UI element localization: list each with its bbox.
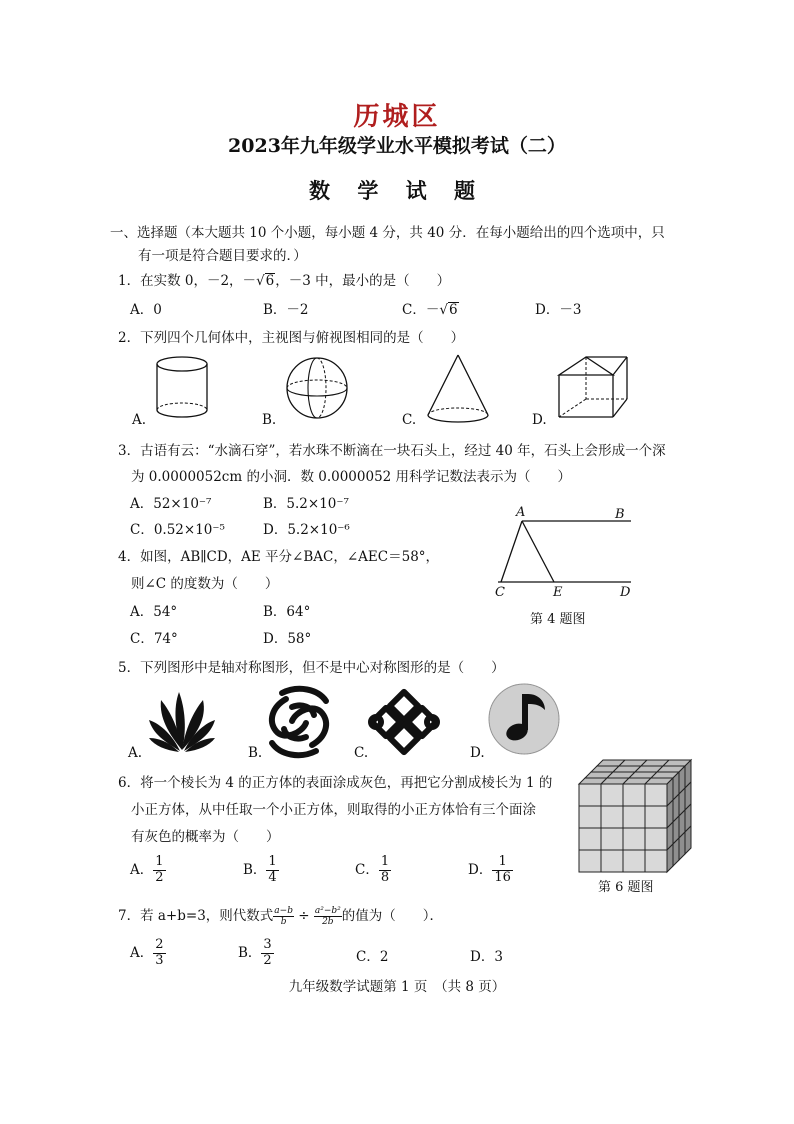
q3-option-d[interactable]: D．5.2×10⁻⁶ — [263, 522, 350, 538]
q6-option-d[interactable]: D． $\frac{1}{16}$ — [468, 854, 511, 885]
cube-front-cell — [645, 850, 667, 872]
section-heading-line2: 有一项是符合题目要求的．） — [138, 248, 307, 264]
music-note-logo-icon — [487, 682, 563, 758]
q5-option-d[interactable]: D. — [470, 745, 485, 761]
section-heading-line1: 一、选择题（本大题共 10 个小题，每小题 4 分，共 40 分．在每小题给出的四个选项中，只 — [110, 225, 665, 241]
question-2: 2．下列四个几何体中，主视图与俯视图相同的是（ ） — [118, 330, 465, 346]
q2-option-d[interactable]: D. — [532, 412, 547, 428]
q4-caption: 第 4 题图 — [530, 612, 586, 627]
cube-front-cell — [623, 850, 645, 872]
q7-option-a[interactable]: A． $\frac{2}{3}$ — [130, 937, 164, 968]
cube-front-cell — [601, 806, 623, 828]
q1-text-a: 1．在实数 0，－2，－ — [118, 273, 257, 289]
cube-front-cell — [579, 828, 601, 850]
q5-option-c[interactable]: C. — [354, 745, 369, 761]
question-5: 5．下列图形中是轴对称图形，但不是中心对称图形的是（ ） — [118, 660, 505, 676]
district-title: 历城区 — [353, 102, 441, 132]
q3-option-b[interactable]: B．5.2×10⁻⁷ — [263, 496, 349, 512]
q4-option-d[interactable]: D．58° — [263, 631, 312, 647]
question-7: 7．若 a+b=3，则代数式 $\frac{a-b}{b}$ ÷ $\frac{\text{a²−b²}}{2b}$ 的值为（ ）． — [118, 905, 444, 927]
q4-label-d: D — [620, 585, 631, 600]
cube-front-cell — [601, 828, 623, 850]
cone-figure — [424, 353, 494, 425]
question-6-line2: 小正方体，从中任取一个小正方体，则取得的小正方体恰有三个面涂 — [131, 802, 536, 818]
question-6-line3: 有灰色的概率为（ ） — [131, 829, 280, 845]
q1-text-b: ，－3 中，最小的是（ ） — [275, 273, 451, 289]
cube-figure — [575, 758, 690, 873]
question-4-line2: 则∠C 的度数为（ ） — [131, 576, 279, 592]
q2-option-b[interactable]: B. — [262, 412, 277, 428]
q1-radicand: 6 — [265, 273, 275, 289]
q1-option-b[interactable]: B．－2 — [263, 302, 309, 318]
cube-front-cell — [623, 806, 645, 828]
q4-label-c: C — [495, 585, 505, 600]
question-3-line1: 3．古语有云：“水滴石穿”，若水珠不断滴在一块石头上，经过 40 年，石头上会形成一个深 — [118, 443, 666, 459]
q2-option-a[interactable]: A. — [132, 412, 147, 428]
q2-option-c[interactable]: C. — [402, 412, 417, 428]
q4-label-e: E — [553, 585, 563, 600]
q5-option-b[interactable]: B. — [248, 745, 263, 761]
q4-option-a[interactable]: A．54° — [130, 604, 178, 620]
cylinder-figure — [155, 355, 215, 425]
page-footer: 九年级数学试题第 1 页 （共 8 页） — [288, 979, 506, 995]
q1-option-a[interactable]: A．0 — [130, 302, 162, 318]
q1-option-c[interactable]: C．－√6 — [402, 302, 458, 318]
subject-title: 数 学 试 题 — [309, 178, 485, 203]
cube-front-cell — [579, 806, 601, 828]
question-1: 1．在实数 0，－2，－√6，－3 中，最小的是（ ） — [118, 273, 451, 289]
cube-front-cell — [645, 784, 667, 806]
q3-option-a[interactable]: A．52×10⁻⁷ — [130, 496, 212, 512]
knot-logo-icon — [368, 688, 448, 758]
cube-front-cell — [645, 806, 667, 828]
q6-caption: 第 6 题图 — [598, 880, 654, 895]
q7-option-c[interactable]: C．2 — [356, 949, 389, 965]
cube-front-cell — [601, 784, 623, 806]
q6-option-c[interactable]: C． $\frac{1}{8}$ — [355, 854, 390, 885]
cube-front-cell — [579, 784, 601, 806]
question-4-line1: 4．如图，AB∥CD，AE 平分∠BAC，∠AEC＝58°， — [118, 549, 440, 565]
q4-option-c[interactable]: C．74° — [130, 631, 178, 647]
q6-option-b[interactable]: B． $\frac{1}{4}$ — [243, 854, 277, 885]
q6-option-a[interactable]: A． $\frac{1}{2}$ — [130, 854, 164, 885]
question-3-line2: 为 0.0000052cm 的小洞．数 0.0000052 用科学记数法表示为（ ） — [131, 469, 572, 485]
q4-label-b: B — [615, 507, 625, 522]
cube-front-cell — [645, 828, 667, 850]
q4-label-a: A — [516, 505, 526, 520]
q7-option-b[interactable]: B． $\frac{3}{2}$ — [238, 937, 272, 968]
sphere-figure — [285, 355, 355, 425]
swirl-logo-icon — [262, 685, 337, 760]
triangular-prism-figure — [553, 355, 633, 425]
cube-front-cell — [623, 784, 645, 806]
fan-logo-icon — [145, 690, 220, 755]
cube-front-cell — [601, 850, 623, 872]
q4-option-b[interactable]: B．64° — [263, 604, 311, 620]
q5-option-a[interactable]: A. — [128, 745, 143, 761]
q1-option-d[interactable]: D．－3 — [535, 302, 582, 318]
cube-front-cell — [623, 828, 645, 850]
q7-option-d[interactable]: D．3 — [470, 949, 503, 965]
cube-front-cell — [579, 850, 601, 872]
exam-title: 2023年九年级学业水平模拟考试（二） — [228, 135, 566, 157]
question-6-line1: 6．将一个棱长为 4 的正方体的表面涂成灰色，再把它分割成棱长为 1 的 — [118, 775, 553, 791]
q3-option-c[interactable]: C．0.52×10⁻⁵ — [130, 522, 225, 538]
